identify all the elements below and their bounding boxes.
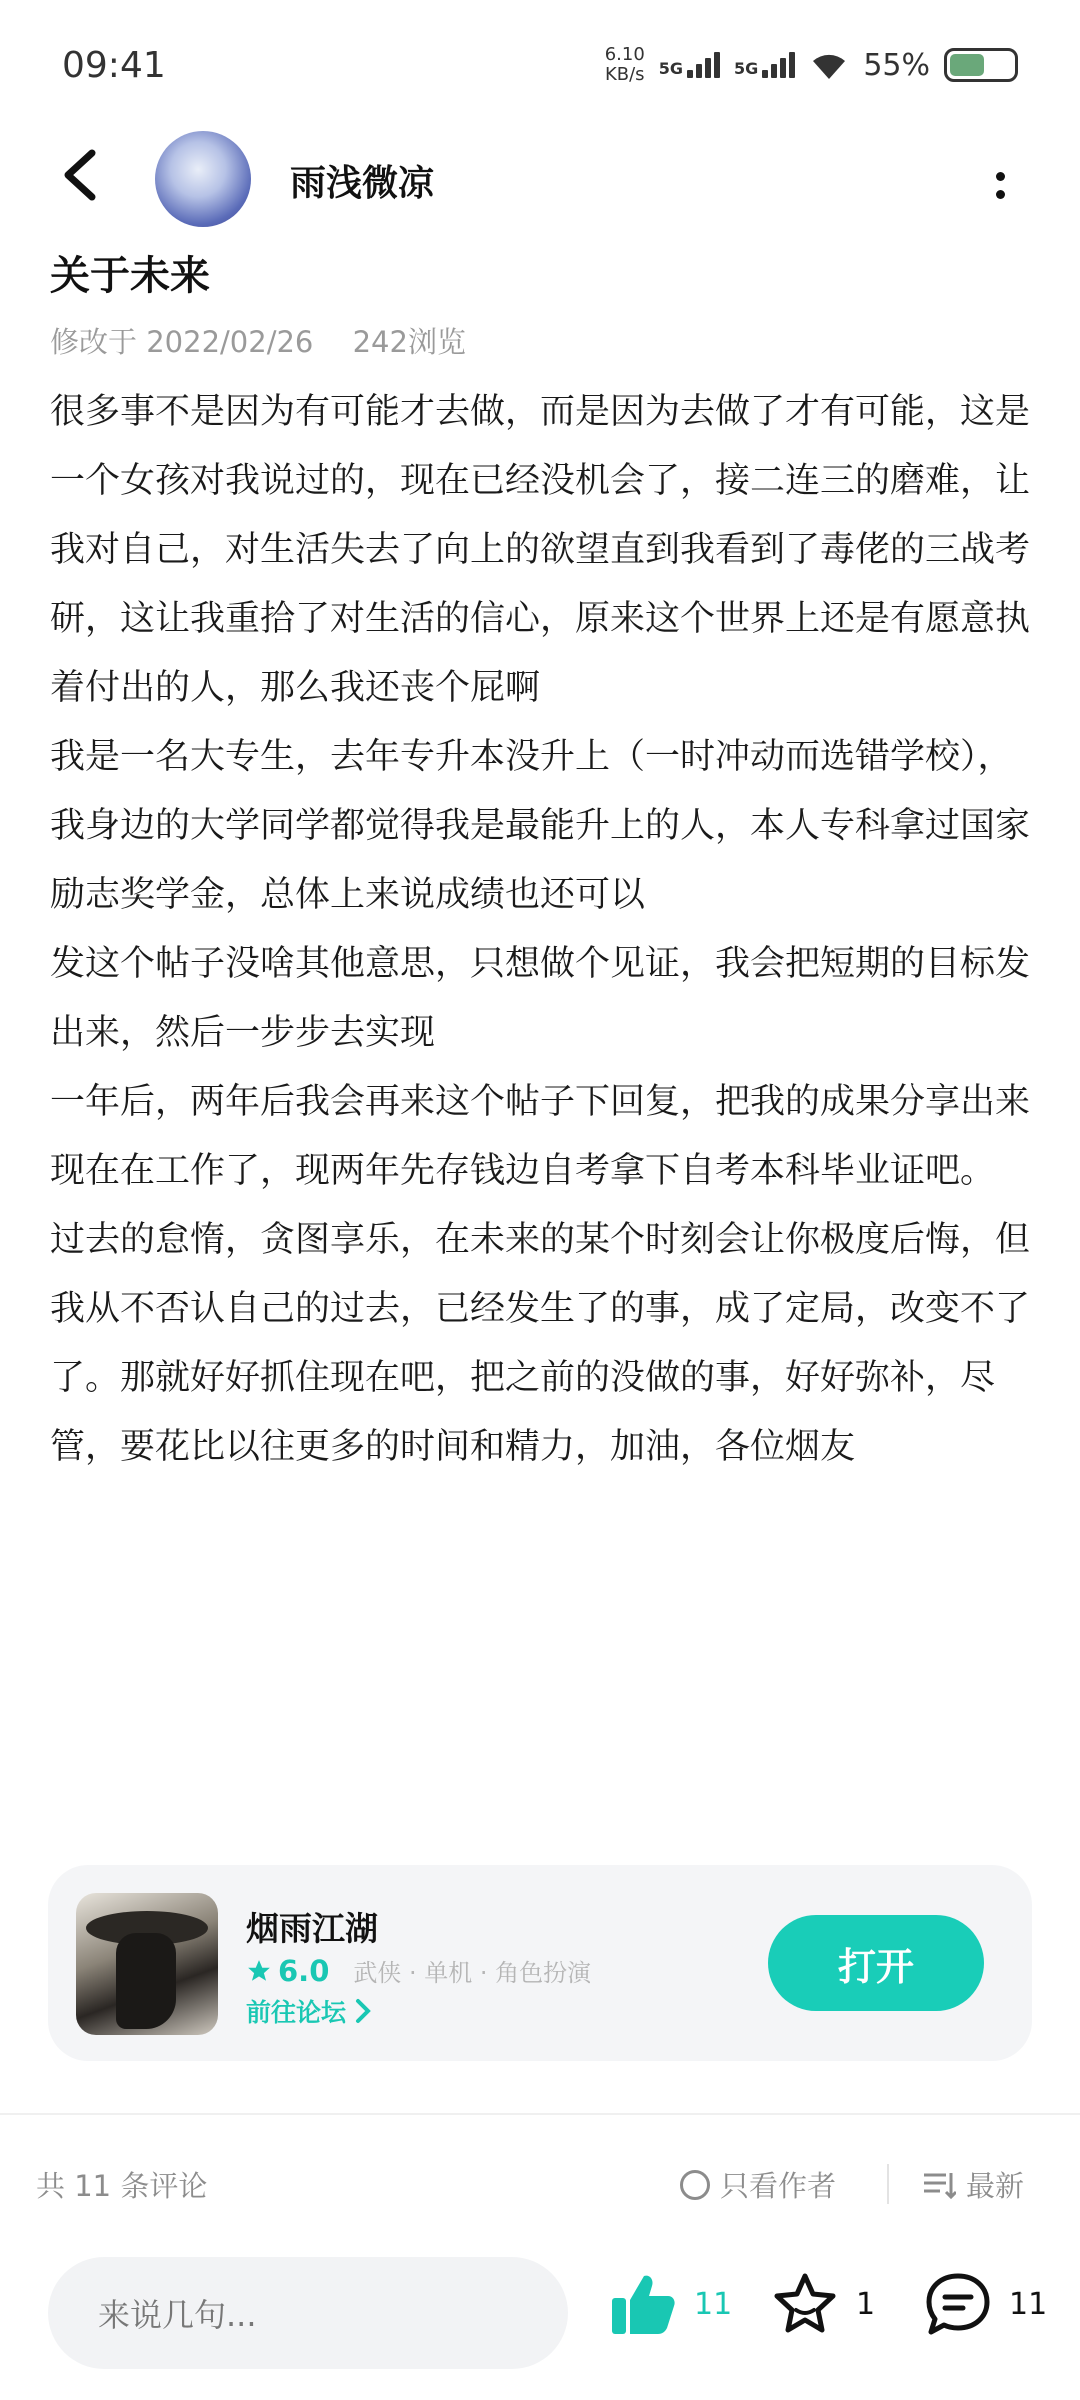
speed-value: 6.10	[604, 44, 645, 65]
app-tags: 武侠 · 单机 · 角色扮演	[353, 1959, 592, 1987]
post-title: 关于未来	[50, 253, 210, 299]
sort-lines-icon	[922, 2170, 956, 2200]
post-content	[50, 378, 1035, 1482]
status-icons	[605, 45, 1018, 85]
star-icon	[246, 1958, 272, 1984]
only-author-toggle[interactable]	[680, 2164, 836, 2205]
app-card[interactable]	[48, 1865, 1032, 2061]
battery-percent: 55%	[863, 47, 930, 83]
modified-date: 修改于 2022/02/26	[50, 325, 314, 359]
star-outline-icon	[772, 2272, 838, 2336]
separator	[887, 2164, 889, 2204]
like-button[interactable]	[610, 2272, 732, 2336]
thumbs-up-icon	[610, 2272, 676, 2336]
paragraph: 一年后，两年后我会再来这个帖子下回复，把我的成果分享出来	[50, 1082, 1031, 1122]
divider	[0, 2113, 1080, 2115]
signal-bars-icon	[687, 52, 720, 78]
network-type-1: 5G	[658, 59, 684, 78]
paragraph: 我是一名大专生，去年专升本没升上（一时冲动而选错学校），我身边的大学同学都觉得我是最能升上的人，本人专科拿过国家励志奖学金，总体上来说成绩也还可以	[50, 737, 1031, 915]
view-count: 242浏览	[352, 325, 466, 359]
app-name[interactable]: 烟雨江湖	[246, 1909, 378, 1948]
comment-button[interactable]	[925, 2272, 1047, 2336]
sort-toggle[interactable]	[922, 2164, 1024, 2205]
comment-input[interactable]: 来说几句...	[48, 2257, 568, 2369]
comments-bar	[0, 2150, 1080, 2222]
app-rating	[246, 1953, 591, 1988]
author-avatar[interactable]	[155, 131, 251, 227]
only-author-label: 只看作者	[720, 2169, 837, 2203]
sort-label: 最新	[966, 2169, 1025, 2203]
network-type-2: 5G	[734, 59, 759, 78]
chevron-right-icon	[354, 1998, 372, 2024]
comment-count: 共 11 条评论	[36, 2169, 208, 2203]
paragraph: 现在在工作了，现两年先存钱边自考拿下自考本科毕业证吧。	[50, 1151, 996, 1191]
paragraph: 发这个帖子没啥其他意思，只想做个见证，我会把短期的目标发出来，然后一步步去实现	[50, 944, 1031, 1053]
more-options-icon[interactable]	[980, 155, 1020, 215]
signal-bars-icon	[762, 52, 795, 78]
paragraph: 过去的怠惰，贪图享乐，在未来的某个时刻会让你极度后悔，但我从不否认自己的过去，已经发生了的事，成了定局，改变不了了。那就好好抓住现在吧，把之前的没做的事，好好弥补，尽管，要花比以往更多的时间和精力，加油，各位烟友	[50, 1220, 1031, 1467]
comment-bubble-icon	[925, 2272, 991, 2336]
speed-unit: KB/s	[604, 64, 645, 85]
app-icon[interactable]	[76, 1893, 218, 2035]
radio-circle-icon	[680, 2170, 710, 2200]
network-speed	[605, 45, 645, 85]
rating-value: 6.0	[278, 1953, 330, 1988]
paragraph: 很多事不是因为有可能才去做，而是因为去做了才有可能，这是一个女孩对我说过的，现在已经没机会了，接二连三的磨难，让我对自己，对生活失去了向上的欲望直到我看到了毒佬的三战考研，这让我重拾了对生活的信心，原来这个世界上还是有愿意执着付出的人，那么我还丧个屁啊	[50, 392, 1031, 708]
forum-link[interactable]	[246, 1993, 372, 2029]
wifi-icon	[809, 49, 849, 81]
back-arrow-icon[interactable]	[52, 145, 112, 205]
like-count: 11	[694, 2286, 733, 2322]
favorite-button[interactable]	[772, 2272, 875, 2336]
open-app-button[interactable]: 打开	[768, 1915, 984, 2011]
signal-2	[734, 52, 795, 78]
battery-icon	[944, 48, 1018, 82]
comment-count-bottom: 11	[1009, 2286, 1048, 2322]
favorite-count: 1	[856, 2286, 876, 2322]
status-time: 09:41	[62, 44, 166, 86]
forum-link-label: 前往论坛	[246, 1998, 347, 2027]
post-meta	[50, 320, 496, 361]
post-header	[0, 125, 1080, 235]
bottom-bar	[0, 2222, 1080, 2400]
signal-1	[659, 52, 720, 78]
status-bar	[0, 0, 1080, 130]
author-name[interactable]: 雨浅微凉	[290, 163, 435, 204]
